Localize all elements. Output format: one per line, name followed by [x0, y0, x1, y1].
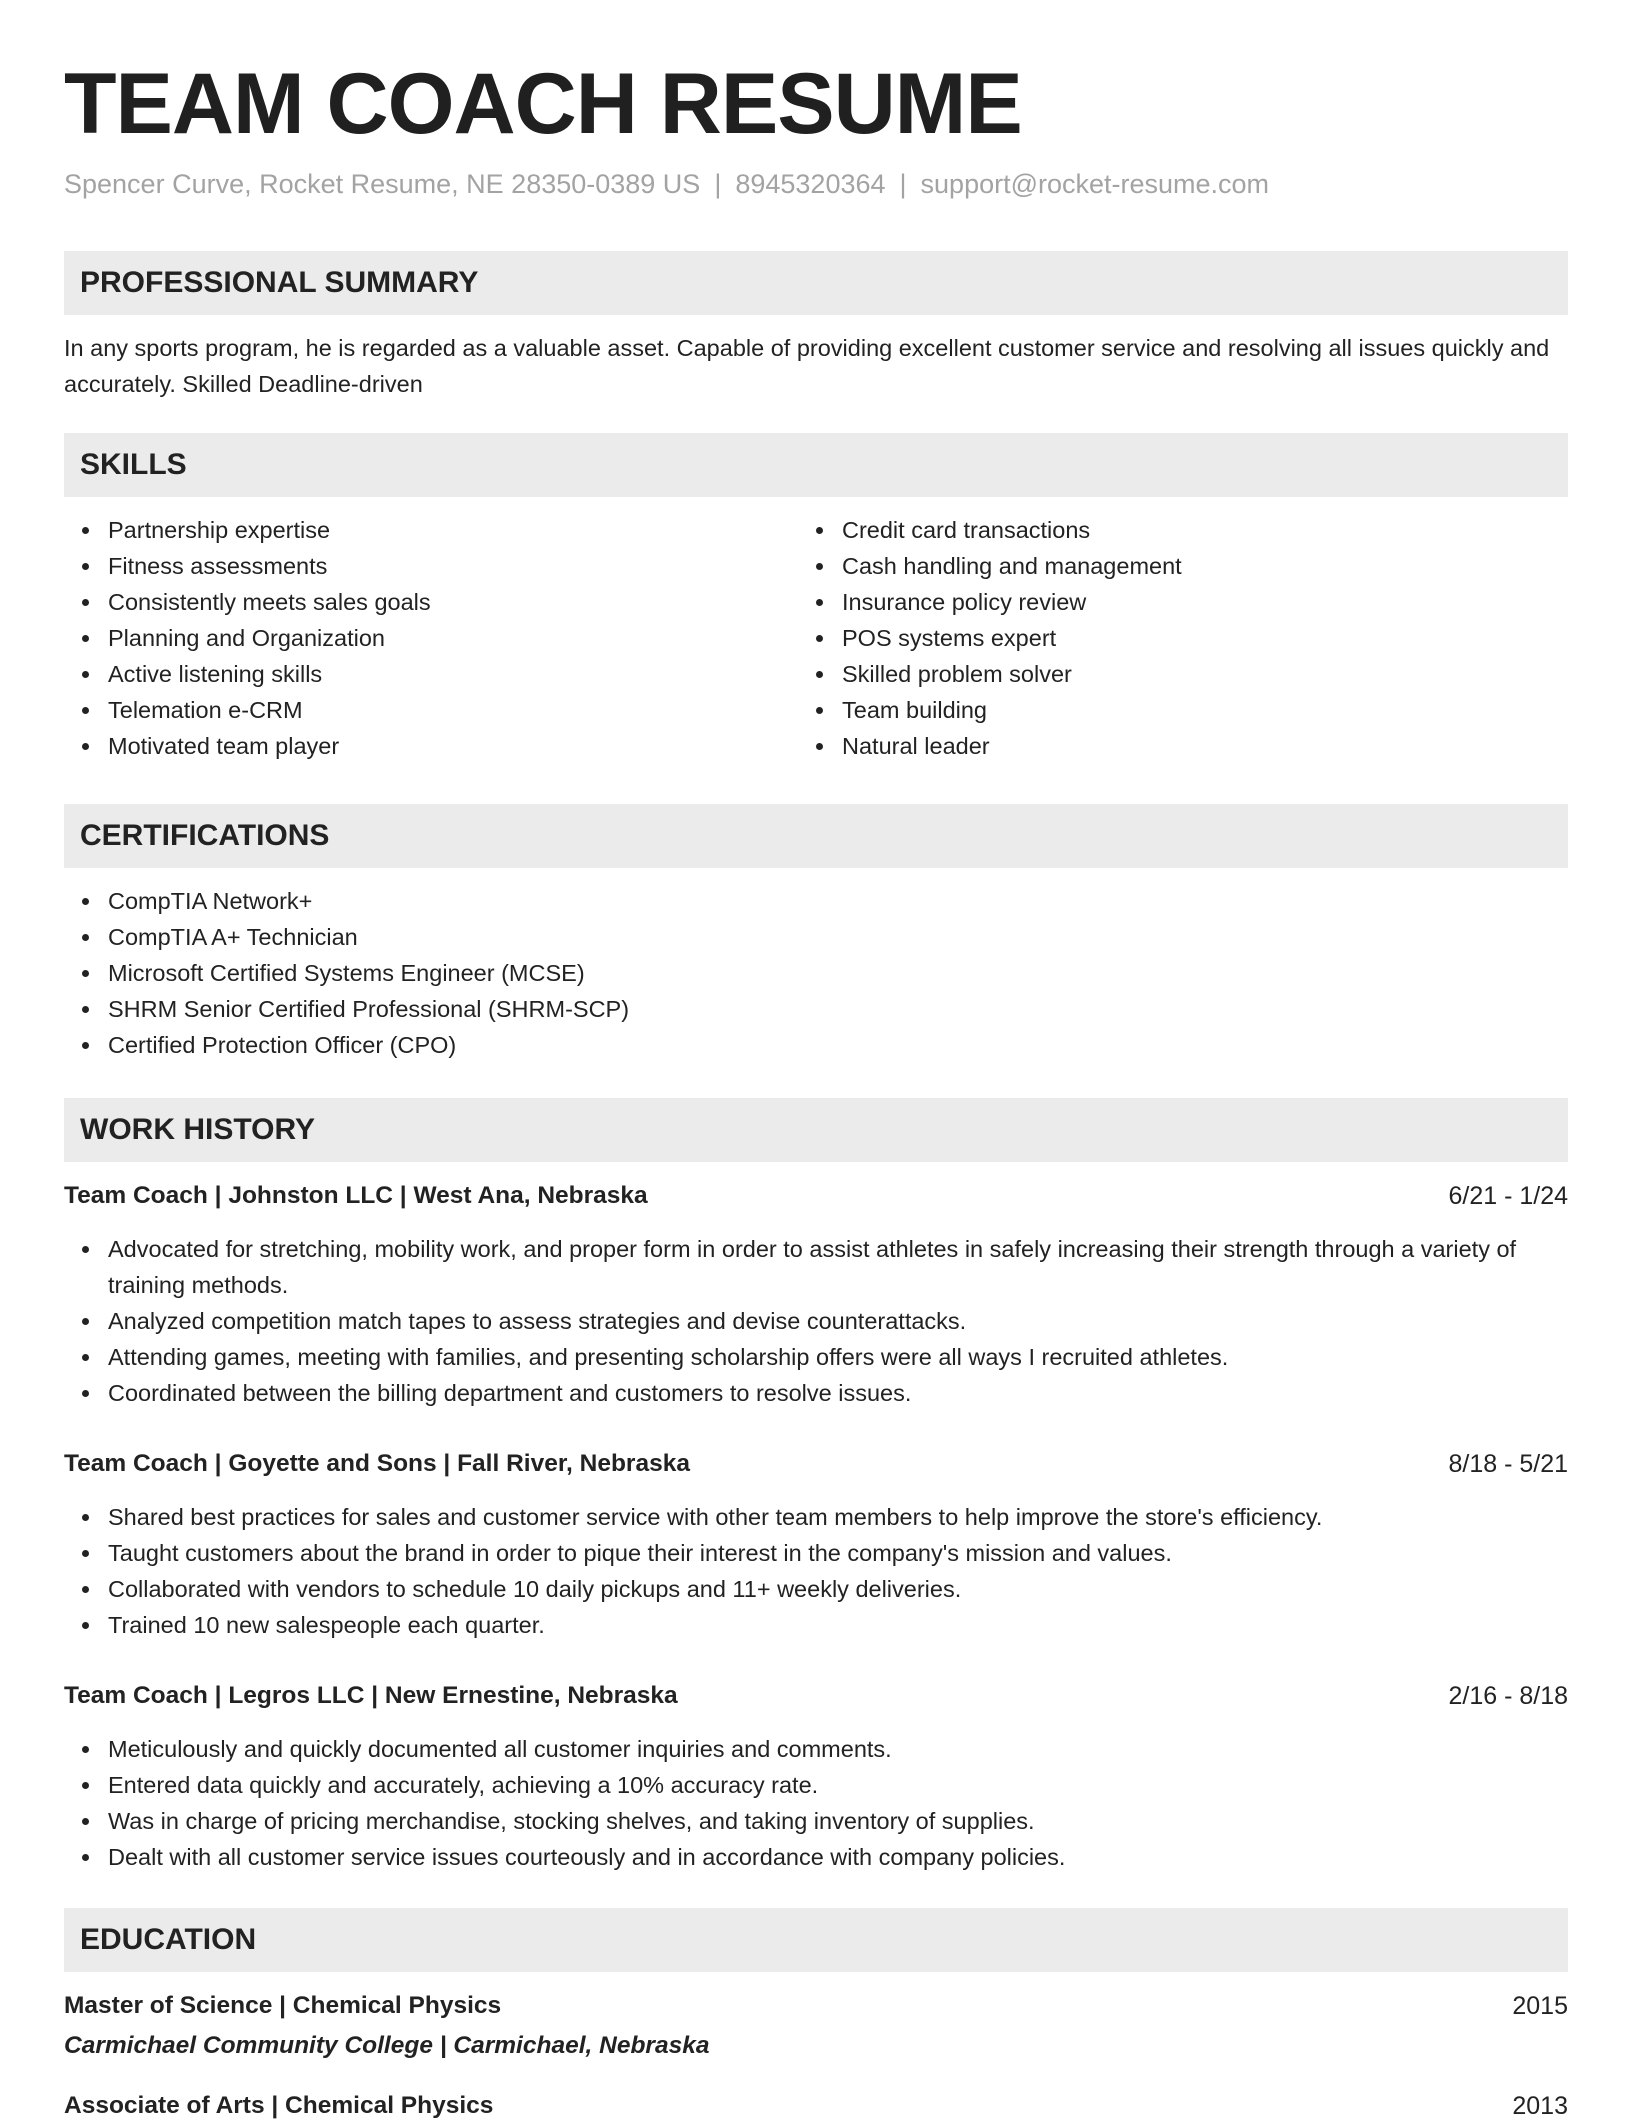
job-heading — [64, 1678, 1568, 1714]
resume-title: TEAM COACH RESUME — [64, 56, 1022, 152]
skill-item: Credit card transactions — [842, 512, 1182, 548]
skill-item: Planning and Organization — [108, 620, 431, 656]
certification-item: Microsoft Certified Systems Engineer (MCSE) — [108, 955, 629, 991]
job-bullet: Coordinated between the billing department and customers to resolve issues. — [108, 1375, 1568, 1411]
skill-item: Fitness assessments — [108, 548, 431, 584]
skills-heading: SKILLS — [64, 433, 1568, 497]
skill-item: Skilled problem solver — [842, 656, 1182, 692]
job-heading — [64, 1178, 1568, 1214]
certification-item: Certified Protection Officer (CPO) — [108, 1027, 629, 1063]
skill-item: Insurance policy review — [842, 584, 1182, 620]
certifications-list — [64, 883, 629, 1063]
job-heading — [64, 1446, 1568, 1482]
summary-text: In any sports program, he is regarded as a valuable asset. Capable of providing excellent customer service and resolving all issues quickly and accurately. Skilled Deadline-driven — [64, 335, 1550, 397]
job-bullet: Collaborated with vendors to schedule 10 daily pickups and 11+ weekly deliveries. — [108, 1571, 1322, 1607]
job-bullet: Taught customers about the brand in order to pique their interest in the company's mission and values. — [108, 1535, 1322, 1571]
job-bullet: Entered data quickly and accurately, achieving a 10% accuracy rate. — [108, 1767, 1065, 1803]
job-bullet: Analyzed competition match tapes to assess strategies and devise counterattacks. — [108, 1303, 1568, 1339]
skill-item: Cash handling and management — [842, 548, 1182, 584]
education-year: 2015 — [1512, 1992, 1568, 2020]
job-bullet: Dealt with all customer service issues courteously and in accordance with company policies. — [108, 1839, 1065, 1875]
job-title: Team Coach | Johnston LLC | West Ana, Nebraska — [64, 1182, 648, 1209]
summary-heading: PROFESSIONAL SUMMARY — [64, 251, 1568, 315]
education-entry-heading — [64, 2088, 1568, 2124]
job-dates: 6/21 - 1/24 — [1448, 1182, 1568, 1210]
skill-item: Partnership expertise — [108, 512, 431, 548]
job-dates: 8/18 - 5/21 — [1448, 1450, 1568, 1478]
job-bullets — [64, 1231, 1568, 1411]
job-bullet: Trained 10 new salespeople each quarter. — [108, 1607, 1322, 1643]
certifications-heading: CERTIFICATIONS — [64, 804, 1568, 868]
contact-line — [64, 166, 1269, 202]
job-bullet: Meticulously and quickly documented all customer inquiries and comments. — [108, 1731, 1065, 1767]
job-dates: 2/16 - 8/18 — [1448, 1682, 1568, 1710]
job-bullets — [64, 1499, 1322, 1643]
certification-item: CompTIA A+ Technician — [108, 919, 629, 955]
certification-item: CompTIA Network+ — [108, 883, 629, 919]
job-bullet: Was in charge of pricing merchandise, stocking shelves, and taking inventory of supplies. — [108, 1803, 1065, 1839]
job-title: Team Coach | Legros LLC | New Ernestine, Nebraska — [64, 1682, 678, 1709]
skills-list-left — [64, 512, 431, 764]
job-bullet: Advocated for stretching, mobility work, and proper form in order to assist athletes in safely increasing their strength through a variety of training methods. — [108, 1231, 1568, 1303]
skill-item: POS systems expert — [842, 620, 1182, 656]
skill-item: Team building — [842, 692, 1182, 728]
education-heading: EDUCATION — [64, 1908, 1568, 1972]
skill-item: Active listening skills — [108, 656, 431, 692]
job-bullet: Attending games, meeting with families, and presenting scholarship offers were all ways I recruited athletes. — [108, 1339, 1568, 1375]
skill-item: Motivated team player — [108, 728, 431, 764]
contact-email[interactable]: support@rocket-resume.com — [920, 169, 1270, 199]
education-degree: Master of Science | Chemical Physics — [64, 1992, 502, 2019]
education-entry-heading — [64, 1988, 1568, 2024]
contact-address: Spencer Curve, Rocket Resume, NE 28350-0389 US — [64, 169, 701, 199]
education-degree: Associate of Arts | Chemical Physics — [64, 2092, 494, 2119]
skills-list-right — [798, 512, 1182, 764]
contact-separator: | — [714, 169, 722, 199]
education-year: 2013 — [1512, 2092, 1568, 2120]
skill-item: Telemation e-CRM — [108, 692, 431, 728]
job-bullets — [64, 1731, 1065, 1875]
contact-phone: 8945320364 — [735, 169, 886, 199]
skill-item: Consistently meets sales goals — [108, 584, 431, 620]
skill-item: Natural leader — [842, 728, 1182, 764]
job-title: Team Coach | Goyette and Sons | Fall River, Nebraska — [64, 1450, 690, 1477]
job-bullet: Shared best practices for sales and customer service with other team members to help improve the store's efficiency. — [108, 1499, 1322, 1535]
contact-separator: | — [899, 169, 907, 199]
certification-item: SHRM Senior Certified Professional (SHRM-SCP) — [108, 991, 629, 1027]
education-school: Carmichael Community College | Carmichael, Nebraska — [64, 2032, 710, 2059]
work-history-heading: WORK HISTORY — [64, 1098, 1568, 1162]
